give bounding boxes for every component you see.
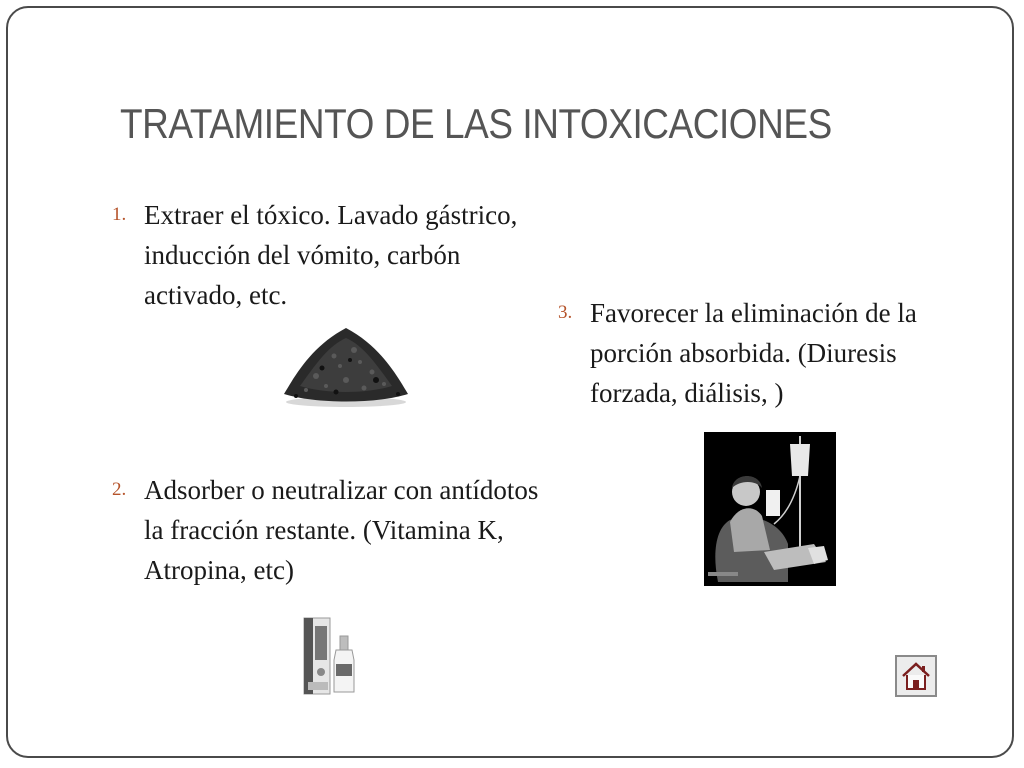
list-text: Extraer el tóxico. Lavado gástrico, inducción del vómito, carbón activado, etc. [144,200,518,310]
slide-title: TRATAMIENTO DE LAS INTOXICACIONES [120,100,832,147]
list-item-extract [112,195,552,315]
list-item-adsorb [112,470,562,590]
list-number: 2. [112,479,127,500]
list-text: Favorecer la eliminación de la porción absorbida. (Diuresis forzada, diálisis, ) [590,298,917,408]
charcoal-image [276,316,416,408]
list-number: 3. [558,302,573,323]
list-item-eliminate [558,293,978,413]
home-icon [900,661,932,691]
home-button[interactable] [895,655,937,697]
list-text: Adsorber o neutralizar con antídotos la fracción restante. (Vitamina K, Atropina, etc) [144,475,539,585]
atropine-image [298,616,368,698]
patient-illustration [704,432,836,586]
list-number: 1. [112,204,127,225]
